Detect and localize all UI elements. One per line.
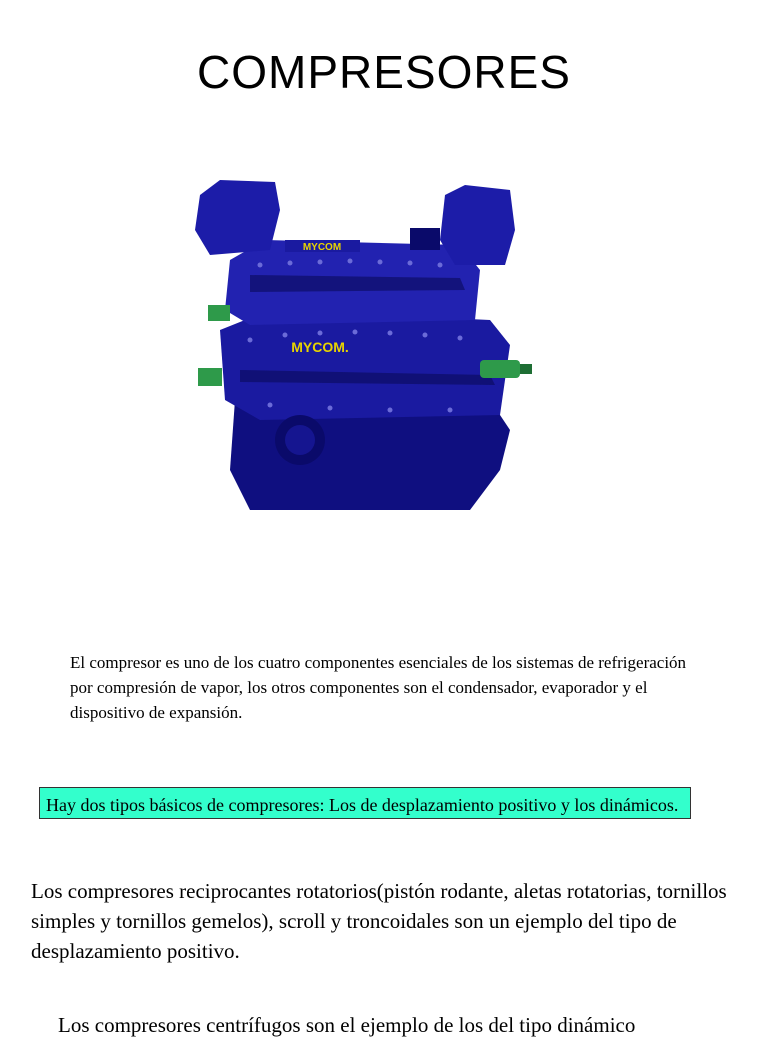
- brand-label-main: MYCOM.: [291, 339, 349, 355]
- body-paragraph-cut: Los compresores centrífugos son el ejemplo de los del tipo dinámico: [58, 1013, 636, 1037]
- compressor-illustration: [190, 170, 550, 520]
- slide-title: COMPRESORES: [197, 46, 571, 98]
- intro-paragraph: El compresor es uno de los cuatro componentes esenciales de los sistemas de refrigeración por compresión de vapor, los otros componentes son el condensador, evaporador y el dispositivo de expansión.: [70, 653, 687, 722]
- body-paragraph: Los compresores reciprocantes rotatorios(pistón rodante, aletas rotatorias, tornillos simples y tornillos gemelos), scroll y troncoidales son un ejemplo del tipo de desplazamiento positivo.: [31, 879, 727, 963]
- compressor-image: [190, 170, 550, 520]
- highlight-box: Hay dos tipos básicos de compresores: Los de desplazamiento positivo y los dinámicos.: [39, 787, 691, 819]
- brand-label-top: MYCOM: [302, 242, 342, 253]
